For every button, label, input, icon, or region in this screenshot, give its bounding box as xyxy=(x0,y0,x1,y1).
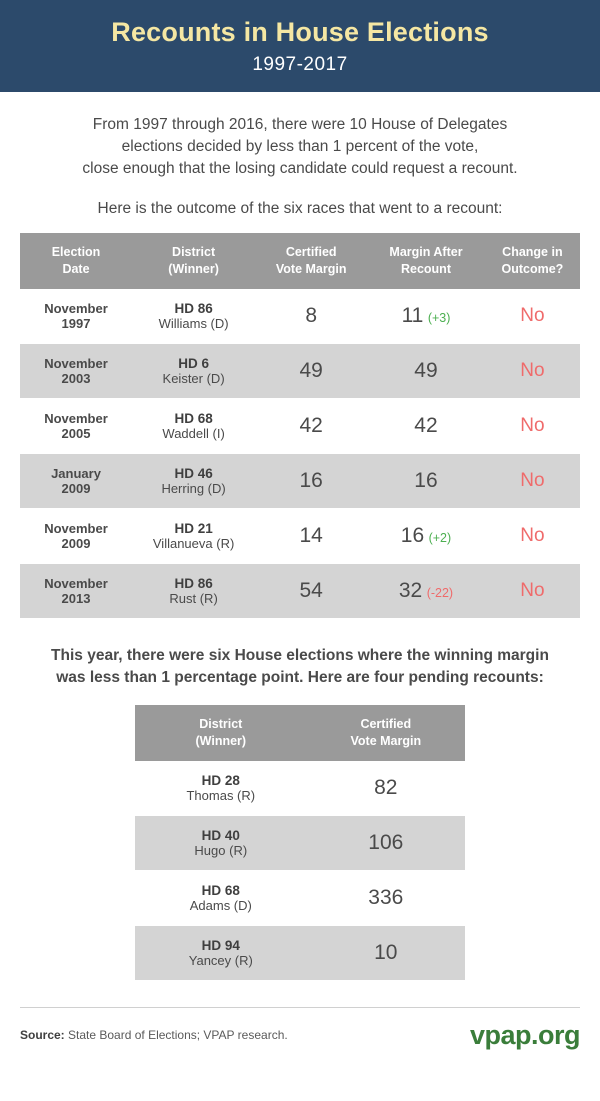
intro-paragraph xyxy=(0,92,600,180)
midtext-line-1: This year, there were six House elections where the winning margin xyxy=(51,647,549,665)
date-month: November xyxy=(44,301,108,317)
date-month: January xyxy=(51,466,101,482)
header-line-2: Vote Margin xyxy=(350,734,422,748)
cell-district xyxy=(135,815,307,870)
table-row xyxy=(20,564,580,619)
cell-district xyxy=(132,454,255,509)
date-year: 1997 xyxy=(61,316,91,332)
cell-recount-margin xyxy=(367,399,485,454)
cell-election-date xyxy=(20,454,132,509)
cell-certified-margin: 336 xyxy=(307,870,465,925)
district-number: HD 40 xyxy=(201,827,240,843)
table-row xyxy=(135,870,465,925)
source-label: Source: xyxy=(20,1028,65,1043)
footer xyxy=(0,1008,600,1051)
pending-recounts-table-wrapper xyxy=(0,689,600,981)
cell-certified-margin: 106 xyxy=(307,815,465,870)
intro-line-3: close enough that the losing candidate could request a recount. xyxy=(82,159,518,177)
district-number: HD 86 xyxy=(174,576,213,592)
date-year: 2009 xyxy=(61,481,91,497)
cell-change-in-outcome: No xyxy=(485,344,580,399)
intro-line-1: From 1997 through 2016, there were 10 House of Delegates xyxy=(92,115,508,133)
column-header-certified-margin xyxy=(307,705,465,761)
cell-certified-margin: 54 xyxy=(255,564,367,619)
recount-delta: (-22) xyxy=(426,586,454,601)
header-line-2: Outcome? xyxy=(501,262,564,277)
cell-recount-margin xyxy=(367,454,485,509)
header-line-1: Certified xyxy=(285,245,337,260)
date-month: November xyxy=(44,356,108,372)
header-line-2: Date xyxy=(62,262,90,277)
district-number: HD 28 xyxy=(201,772,240,788)
source-text: State Board of Elections; VPAP research. xyxy=(64,1028,288,1043)
recount-delta: (+3) xyxy=(427,311,451,326)
header-line-1: Election xyxy=(51,245,101,260)
midtext-line-2: was less than 1 percentage point. Here are four pending recounts: xyxy=(56,669,544,687)
cell-change-in-outcome: No xyxy=(485,399,580,454)
pending-recounts-intro xyxy=(0,619,600,689)
header-line-1: District xyxy=(199,717,243,732)
cell-district xyxy=(132,289,255,344)
date-year: 2003 xyxy=(61,371,91,387)
cell-certified-margin: 8 xyxy=(255,289,367,344)
cell-recount-margin xyxy=(367,344,485,399)
recount-delta: (+2) xyxy=(428,531,452,546)
cell-district xyxy=(135,761,307,816)
recount-value: 11 xyxy=(401,304,424,328)
column-header-certified-margin xyxy=(255,233,367,289)
header-line-2: (Winner) xyxy=(195,734,247,748)
cell-change-in-outcome: No xyxy=(485,509,580,564)
table-row xyxy=(20,509,580,564)
recount-value: 16 xyxy=(400,524,425,548)
table-row xyxy=(135,925,465,980)
cell-change-in-outcome: No xyxy=(485,289,580,344)
recount-value: 49 xyxy=(414,359,438,383)
cell-district xyxy=(135,870,307,925)
cell-election-date xyxy=(20,509,132,564)
cell-district xyxy=(132,344,255,399)
district-winner: Herring (D) xyxy=(161,481,226,497)
header-line-2: (Winner) xyxy=(168,262,219,277)
date-month: November xyxy=(44,576,108,592)
intro-line-2: elections decided by less than 1 percent of the vote, xyxy=(121,137,479,155)
district-number: HD 21 xyxy=(174,521,213,537)
column-header-election-date xyxy=(20,233,132,289)
recount-results-table-wrapper xyxy=(0,219,600,619)
district-winner: Williams (D) xyxy=(158,316,229,332)
table-row xyxy=(135,761,465,816)
cell-certified-margin: 16 xyxy=(255,454,367,509)
district-number: HD 68 xyxy=(174,411,213,427)
district-number: HD 46 xyxy=(174,466,213,482)
intro-subline-text: Here is the outcome of the six races that went to a recount: xyxy=(97,199,503,217)
cell-recount-margin xyxy=(367,564,485,619)
header-line-2: Vote Margin xyxy=(275,262,347,277)
vpap-logo: vpap.org xyxy=(469,1019,580,1050)
district-winner: Villanueva (R) xyxy=(152,536,235,552)
header-line-1: Margin After xyxy=(389,245,463,260)
page-title: Recounts in House Elections xyxy=(111,17,489,47)
recount-results-table xyxy=(20,233,580,619)
header-banner xyxy=(0,0,600,92)
recount-value: 16 xyxy=(414,469,438,493)
header-line-1: Change in xyxy=(502,245,563,260)
source-note xyxy=(20,1028,288,1042)
district-number: HD 6 xyxy=(178,356,209,372)
cell-change-in-outcome: No xyxy=(485,564,580,619)
cell-election-date xyxy=(20,344,132,399)
cell-certified-margin: 42 xyxy=(255,399,367,454)
date-year: 2005 xyxy=(61,426,91,442)
page-subtitle: 1997-2017 xyxy=(252,53,348,75)
date-year: 2013 xyxy=(61,591,91,607)
pending-recounts-table xyxy=(135,705,465,981)
cell-certified-margin: 49 xyxy=(255,344,367,399)
column-header-change-in-outcome xyxy=(485,233,580,289)
cell-district xyxy=(132,399,255,454)
cell-certified-margin: 10 xyxy=(307,925,465,980)
header-line-1: District xyxy=(172,245,216,260)
cell-certified-margin: 82 xyxy=(307,761,465,816)
cell-election-date xyxy=(20,289,132,344)
table-header-row xyxy=(135,705,465,761)
district-number: HD 94 xyxy=(201,937,240,953)
district-winner: Rust (R) xyxy=(169,591,218,607)
cell-district xyxy=(132,564,255,619)
date-month: November xyxy=(44,411,108,427)
recount-value: 32 xyxy=(398,579,423,603)
recount-value: 42 xyxy=(414,414,438,438)
intro-subline xyxy=(0,180,600,220)
header-line-1: Certified xyxy=(360,717,412,732)
column-header-district xyxy=(132,233,255,289)
district-winner: Hugo (R) xyxy=(194,842,248,858)
column-header-district xyxy=(135,705,307,761)
table-row xyxy=(20,344,580,399)
cell-recount-margin xyxy=(367,289,485,344)
cell-change-in-outcome: No xyxy=(485,454,580,509)
district-number: HD 86 xyxy=(174,301,213,317)
cell-district xyxy=(135,925,307,980)
column-header-margin-after-recount xyxy=(367,233,485,289)
district-winner: Waddell (I) xyxy=(162,426,225,442)
district-winner: Yancey (R) xyxy=(188,952,253,968)
cell-election-date xyxy=(20,399,132,454)
district-winner: Thomas (R) xyxy=(186,787,256,803)
table-row xyxy=(20,399,580,454)
table-header-row xyxy=(20,233,580,289)
date-year: 2009 xyxy=(61,536,91,552)
cell-recount-margin xyxy=(367,509,485,564)
cell-certified-margin: 14 xyxy=(255,509,367,564)
date-month: November xyxy=(44,521,108,537)
cell-district xyxy=(132,509,255,564)
cell-election-date xyxy=(20,564,132,619)
table-row xyxy=(20,454,580,509)
table-row xyxy=(135,815,465,870)
table-row xyxy=(20,289,580,344)
district-winner: Keister (D) xyxy=(162,371,225,387)
header-line-2: Recount xyxy=(400,262,451,277)
district-winner: Adams (D) xyxy=(189,897,252,913)
district-number: HD 68 xyxy=(201,882,240,898)
